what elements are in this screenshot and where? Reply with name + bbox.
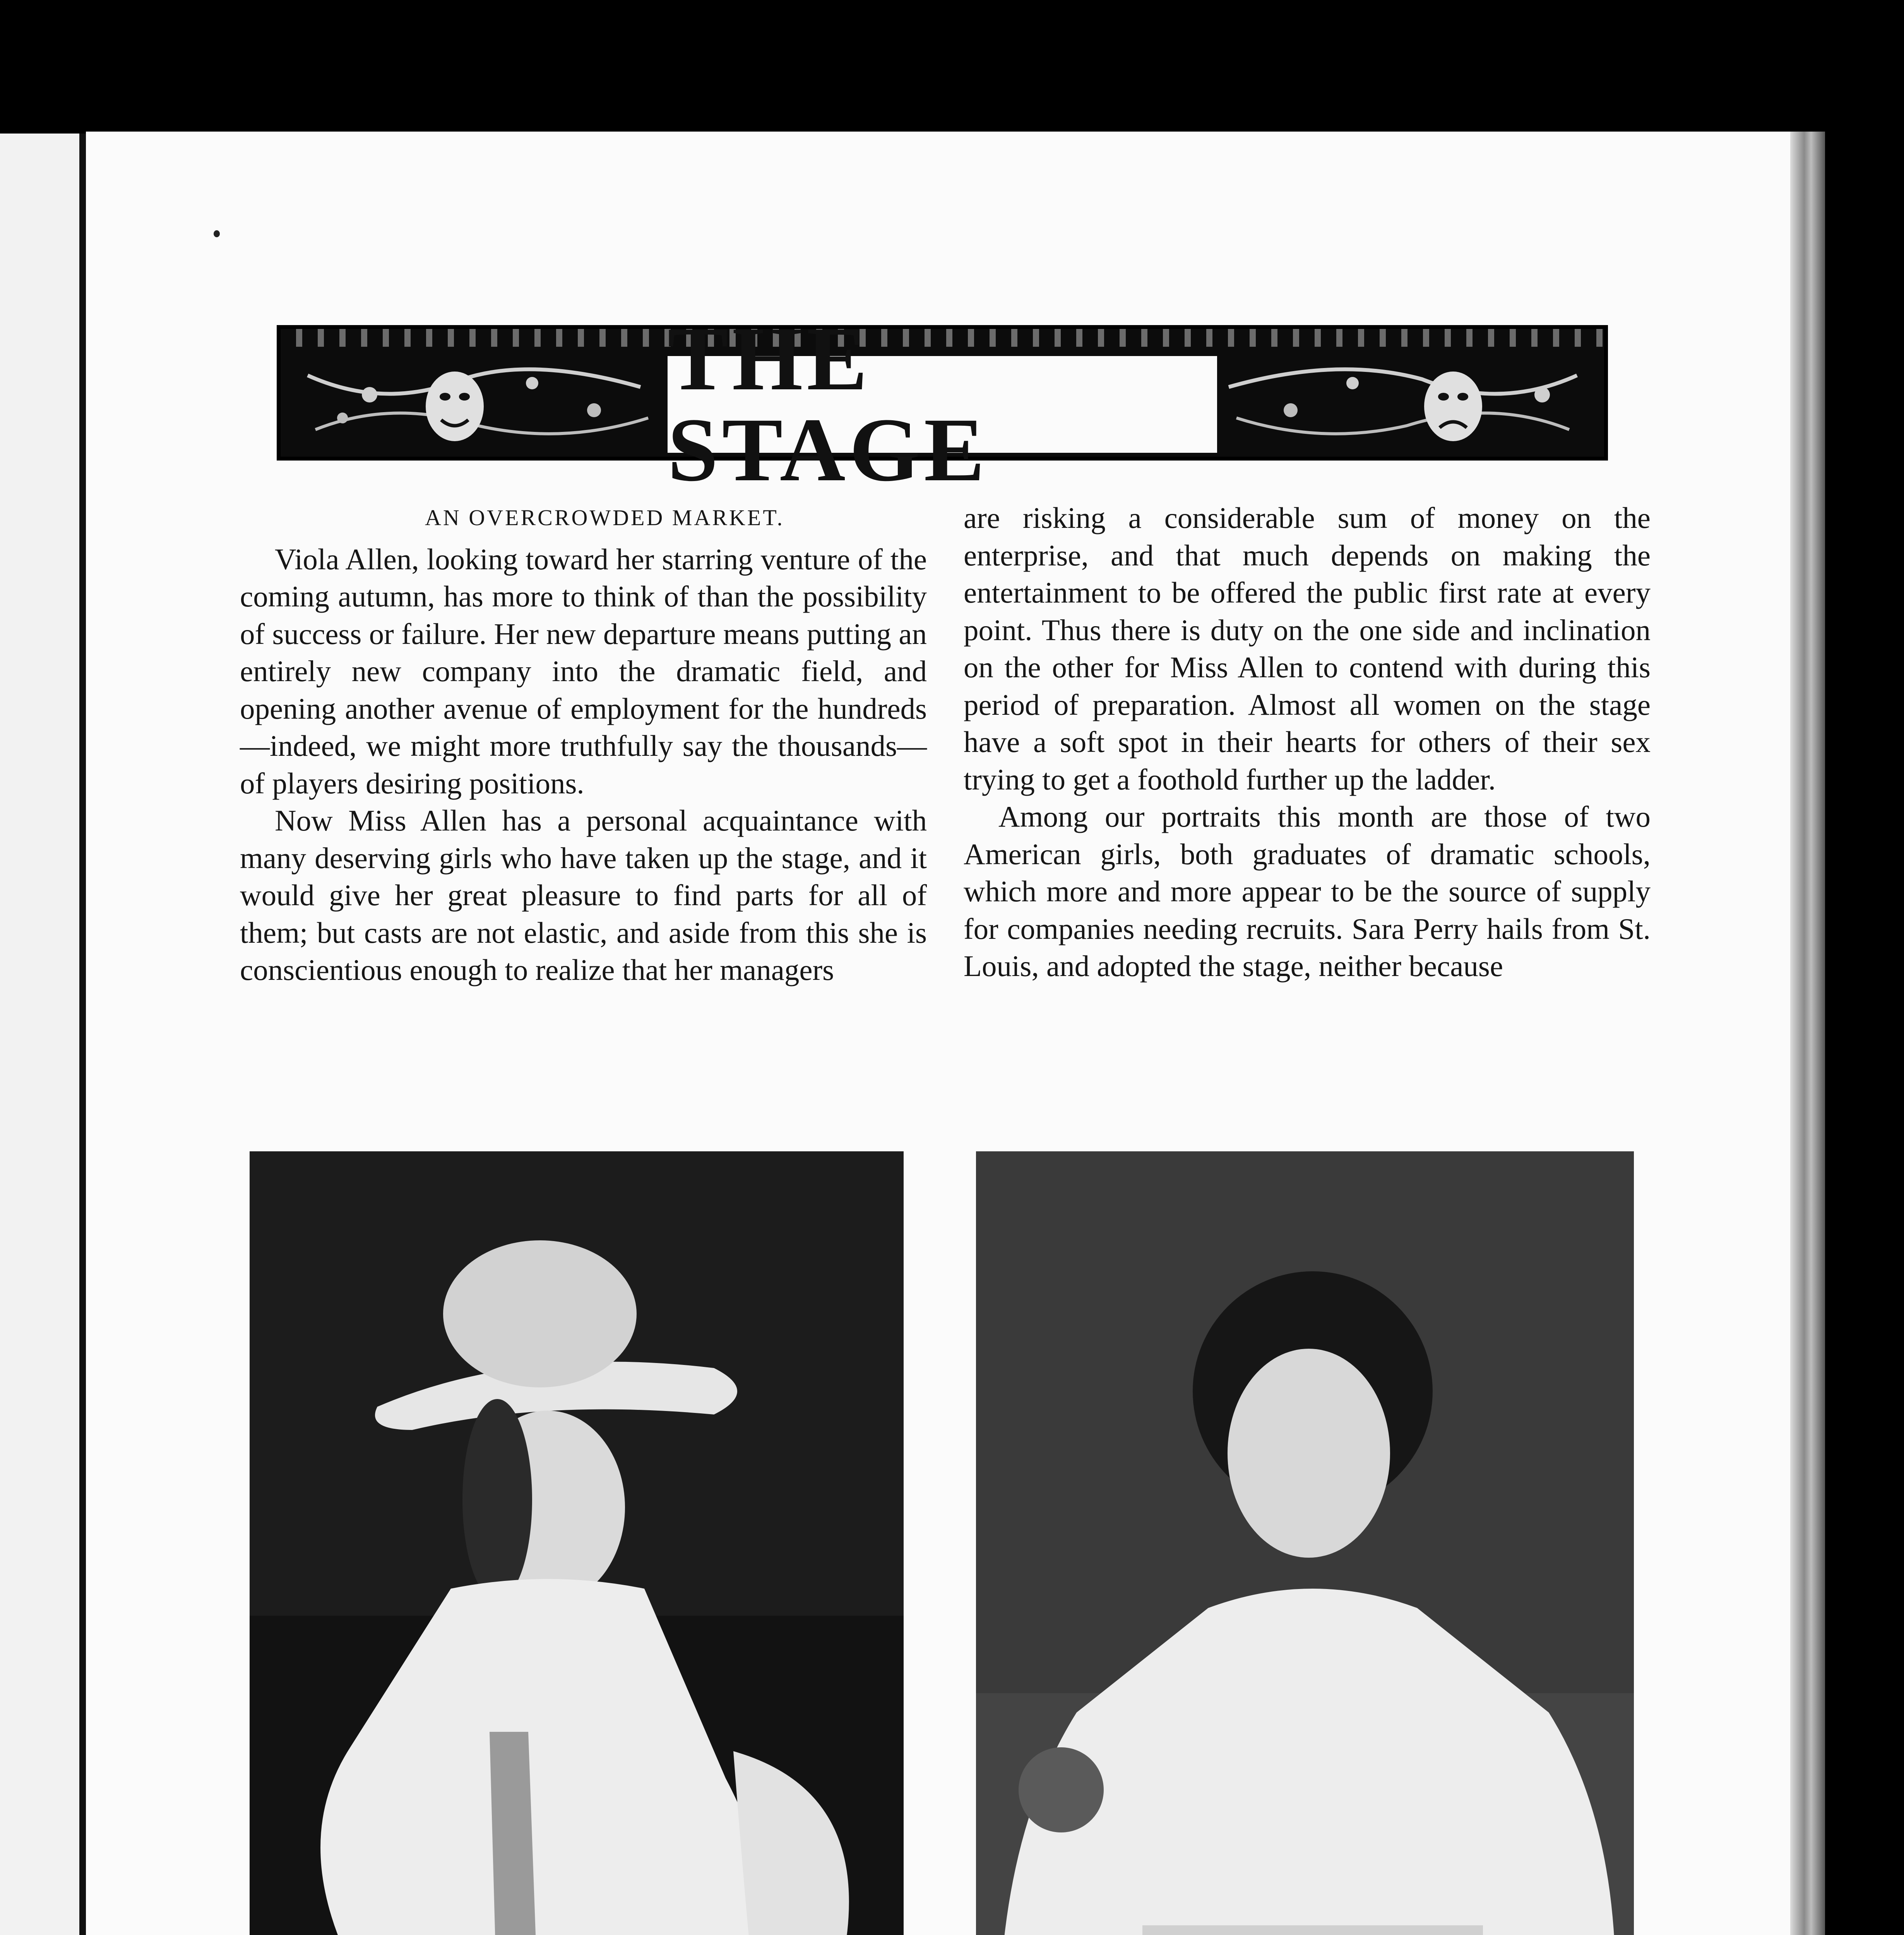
article-paragraph: Among our portraits this month are those of two American girls, both graduates of dramatic schools, which more and more appear to be the source of supply for companies needing recruits. Sara Perry hails from St. Louis, and adopted the stage, neither because	[964, 800, 1651, 983]
print-speck	[214, 230, 220, 237]
banner-title-plate	[668, 308, 1217, 500]
article-column-right	[964, 499, 1651, 985]
section-banner	[277, 308, 1608, 500]
article-headline: AN OVERCROWDED MARKET.	[425, 505, 784, 530]
article-paragraph: Viola Allen, looking toward her starring venture of the coming autumn, has more to think of than the possibility of success or failure. Her new departure means putting an entirely new company into the dramatic field, and opening another avenue of employment for the hundreds—indeed, we might more truthfully say the thousands—of players desiring positions.	[240, 542, 927, 800]
page-stack-edge	[1790, 132, 1825, 1935]
article-paragraph: Now Miss Allen has a personal acquaintance with many deserving girls who have taken up the stage, and it would give her great pleasure to find parts for all of them; but casts are not elastic, and aside from this she is conscientious enough to realize that her managers	[240, 804, 927, 986]
article-column-left	[240, 499, 927, 989]
portrait-photo-frances-drake	[250, 1151, 904, 1935]
facing-page-edge	[0, 134, 89, 1935]
page-title: THE STAGE	[668, 308, 989, 500]
tragedy-mask-ornament	[1221, 352, 1592, 453]
portrait-photo-sara-perry	[976, 1151, 1634, 1935]
article-paragraph: are risking a considerable sum of money on the enterprise, and that much depends on making the entertainment to be offered the public first rate at every point. Thus there is duty on the one side and inclination on the other for Miss Allen to contend with during this period of preparation. Almost all women on the stage have a soft spot in their hearts for others of their sex trying to get a foothold further up the ladder.	[964, 501, 1651, 796]
comedy-mask-ornament	[292, 352, 664, 453]
